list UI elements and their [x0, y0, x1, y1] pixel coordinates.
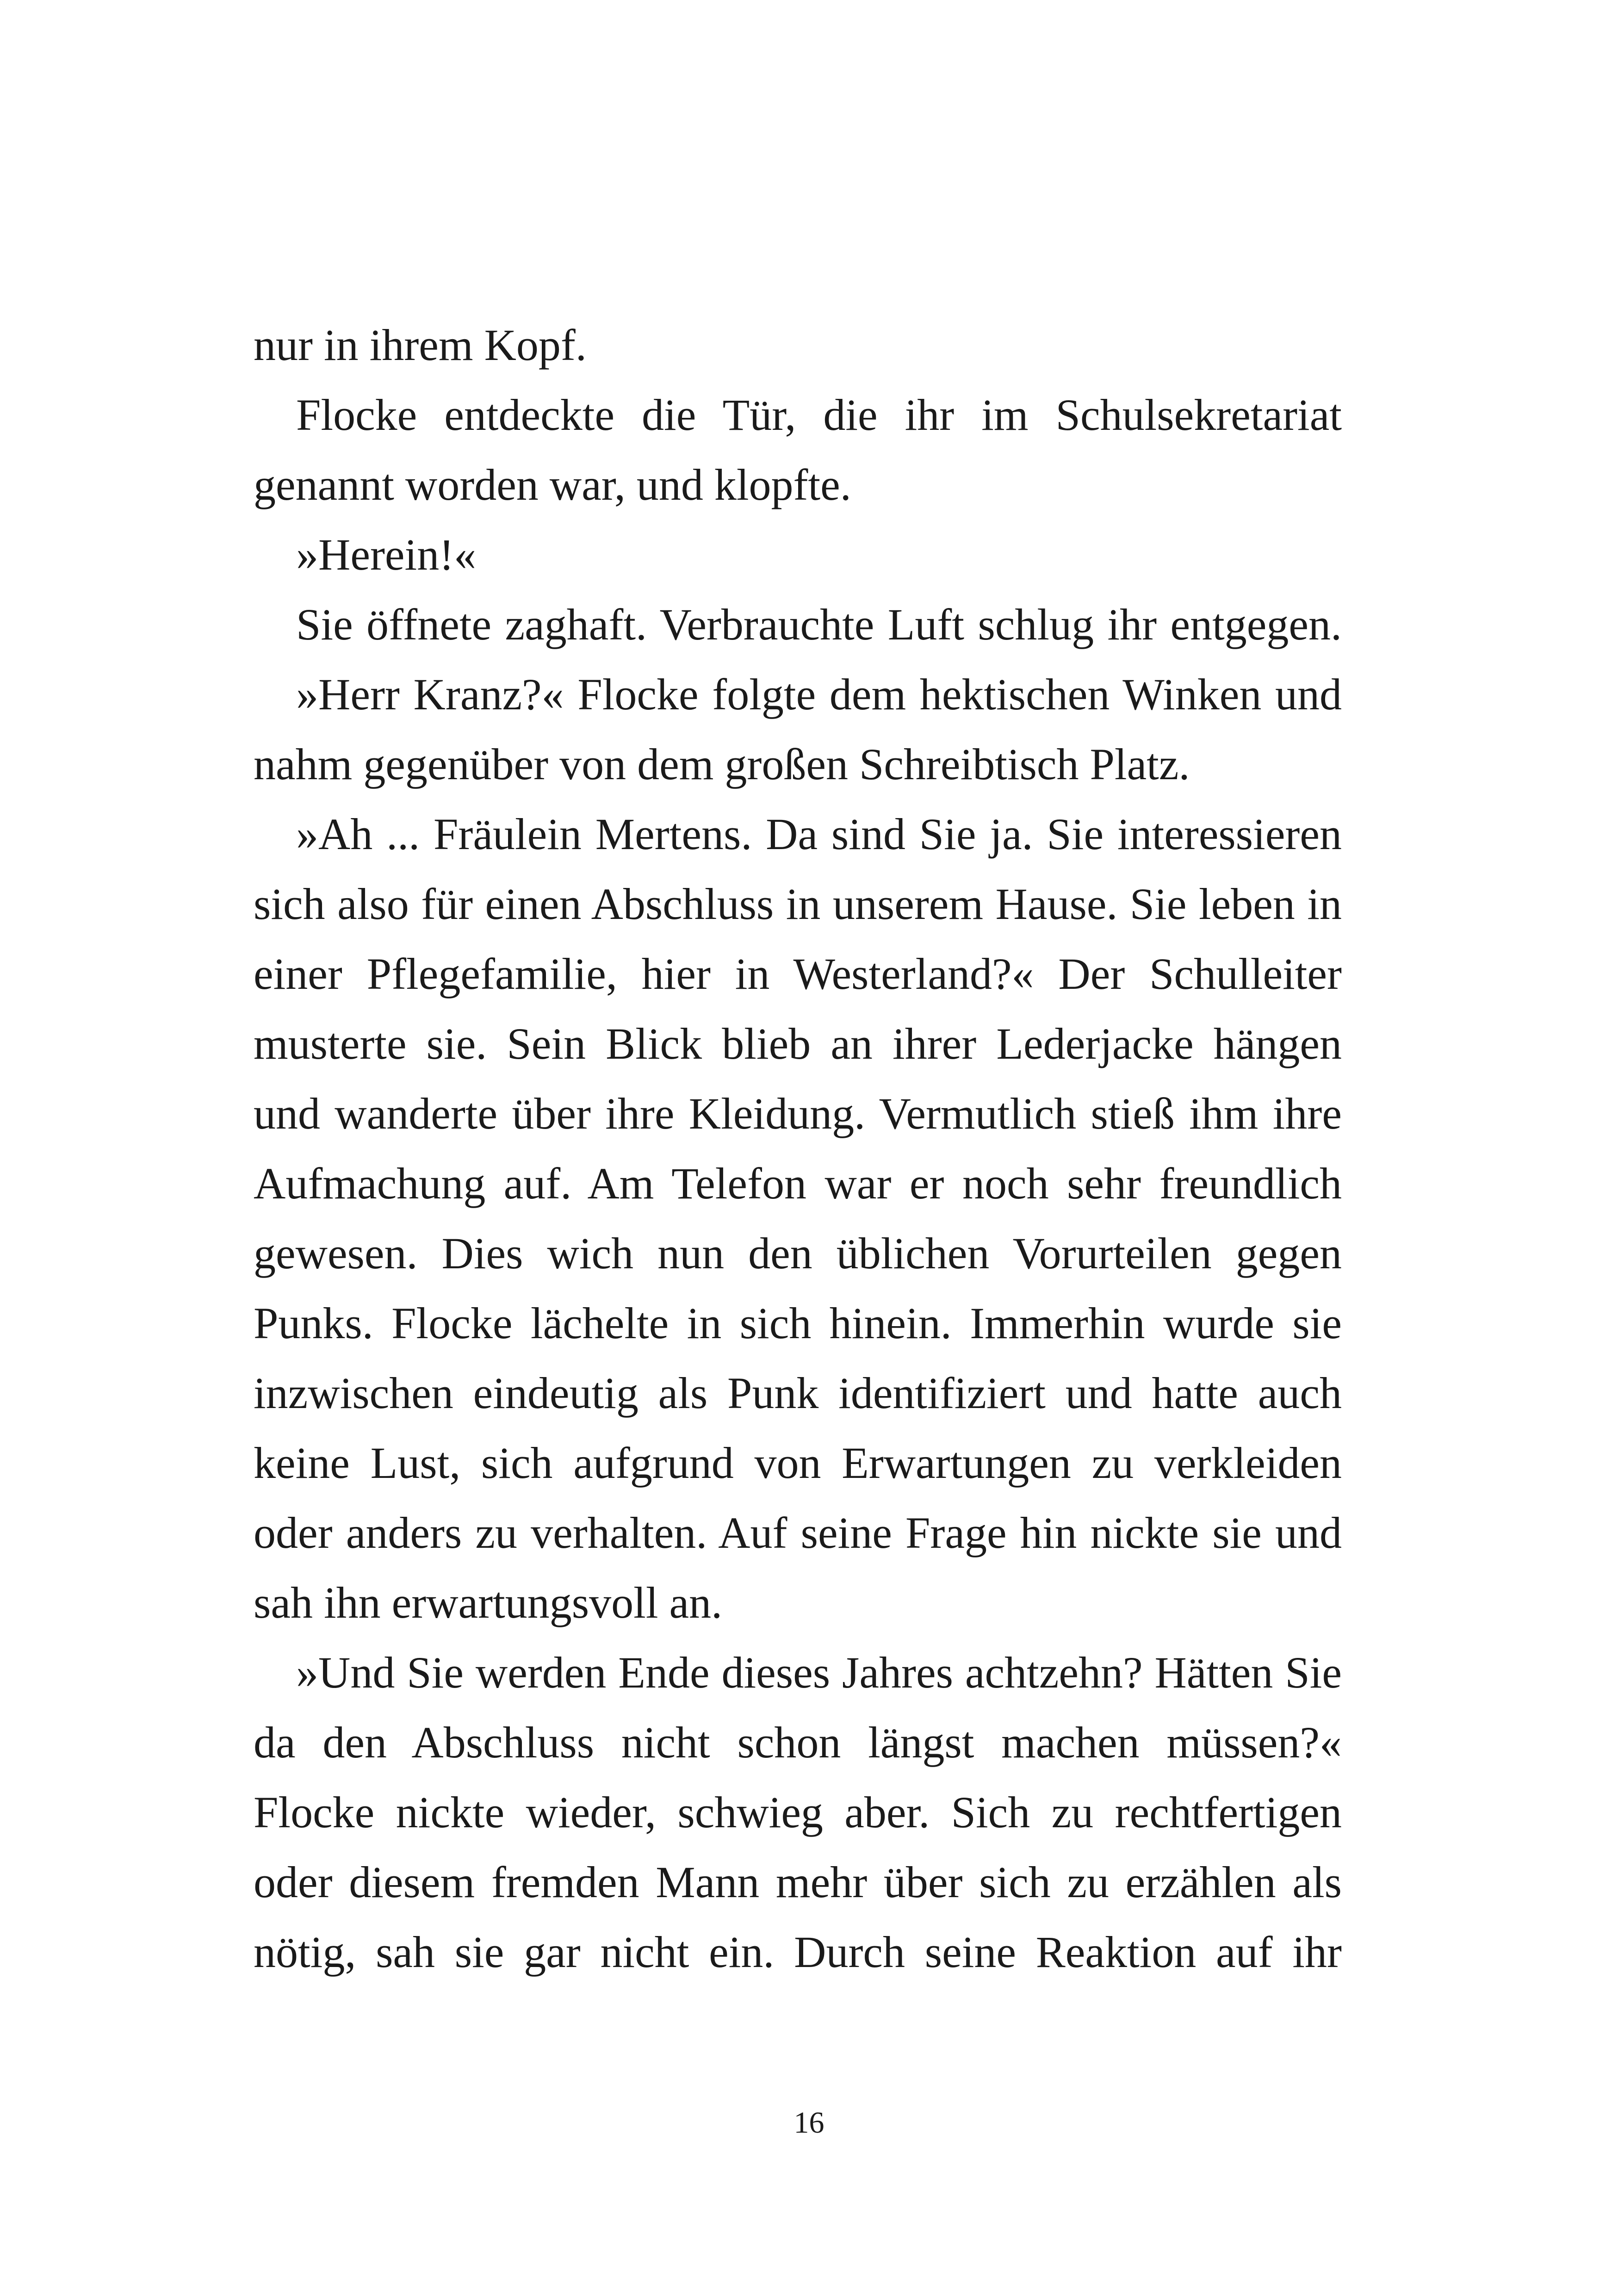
text-line: musterte sie. Sein Blick blieb an ihrer Lederjacke hängen — [254, 1019, 1342, 1068]
text-line: nahm gegenüber von dem großen Schreibtisch Platz. — [254, 739, 1190, 789]
text-line: nur in ihrem Kopf. — [254, 320, 587, 370]
text-line: Punks. Flocke lächelte in sich hinein. Immerhin wurde sie — [254, 1298, 1342, 1348]
text-line: Flocke entdeckte die Tür, die ihr im Schulsekretariat — [296, 390, 1342, 440]
text-line: oder anders zu verhalten. Auf seine Frage hin nickte sie und — [254, 1508, 1342, 1558]
text-line: »Ah ... Fräulein Mertens. Da sind Sie ja. Sie interessieren — [296, 809, 1342, 859]
text-line: Aufmachung auf. Am Telefon war er noch sehr freundlich — [254, 1159, 1342, 1208]
text-line: »Herein!« — [296, 530, 477, 579]
text-line: inzwischen eindeutig als Punk identifiziert und hatte auch — [254, 1368, 1342, 1418]
text-line: nötig, sah sie gar nicht ein. Durch seine Reaktion auf ihr — [254, 1927, 1342, 1977]
text-line: »Und Sie werden Ende dieses Jahres achtzehn? Hätten Sie — [296, 1648, 1342, 1697]
text-line: keine Lust, sich aufgrund von Erwartungen zu verkleiden — [254, 1438, 1342, 1488]
text-line: »Herr Kranz?« Flocke folgte dem hektischen Winken und — [296, 670, 1342, 719]
body-text — [254, 310, 1342, 1987]
text-line: Flocke nickte wieder, schwieg aber. Sich zu rechtfertigen — [254, 1787, 1342, 1837]
text-line: sah ihn erwartungsvoll an. — [254, 1578, 723, 1627]
text-line: oder diesem fremden Mann mehr über sich zu erzählen als — [254, 1857, 1342, 1907]
text-line: genannt worden war, und klopfte. — [254, 460, 851, 509]
text-line: einer Pflegefamilie, hier in Westerland?« Der Schulleiter — [254, 949, 1342, 999]
text-line: Sie öffnete zaghaft. Verbrauchte Luft schlug ihr entgegen. — [296, 600, 1342, 649]
text-line: und wanderte über ihre Kleidung. Vermutlich stieß ihm ihre — [254, 1089, 1342, 1138]
page-number: 16 — [794, 2106, 824, 2140]
text-line: gewesen. Dies wich nun den üblichen Vorurteilen gegen — [254, 1229, 1342, 1278]
text-line: sich also für einen Abschluss in unserem Hause. Sie leben in — [254, 879, 1342, 929]
text-line: da den Abschluss nicht schon längst machen müssen?« — [254, 1718, 1342, 1767]
